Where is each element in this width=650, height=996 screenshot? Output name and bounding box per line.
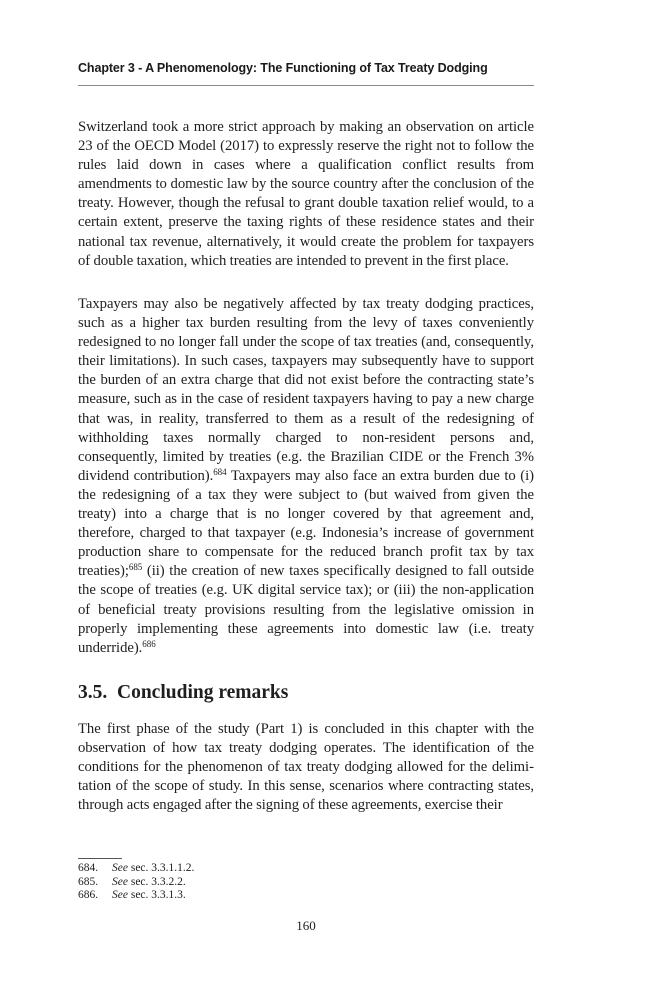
footnote-text (112, 862, 194, 876)
header-rule (78, 85, 534, 86)
page-number: 160 (296, 918, 316, 933)
paragraph-switzerland: Switzerland took a more strict approach by making an observation on article 23 of the OECD Model (2017) to expressly reserve the right not to follow the rules laid down in cases where a qualification conflict results from amendments to domestic law by the source country after the conclusion of the treaty. However, though the refusal to grant double taxation relief would, to a certain extent, preserve the taxing rights of these residence states and their national tax revenue, alternatively, it would create the problem for taxpayers of double taxation, which treaties are intended to prevent in the first place. (78, 119, 534, 269)
footnote-see: See (112, 862, 128, 874)
footnote-ref: sec. 3.3.2.2. (127, 875, 186, 888)
paragraph-concluding: The first phase of the study (Part 1) is concluded in this chapter with the observation of how tax treaty dodging operates. The identification of the conditions for the phenomenon of tax treaty dodging allowed for the delimitation of the scope of study. In this sense, scenarios where contracting states, through acts engaged after the signing of these agreements, exercise their (78, 721, 534, 814)
footnote-see: See (112, 889, 128, 902)
footnote-ref-685[interactable]: 685 (128, 562, 143, 573)
footnote-ref: sec. 3.3.1.1.2. (127, 862, 195, 874)
footnote-ref-686[interactable]: 686 (142, 638, 156, 649)
section-heading: 3.5. Concluding remarks (78, 682, 289, 703)
footnote-686 (78, 889, 534, 903)
footnotes (78, 862, 534, 903)
paragraph-text: (ii) the creation of new taxes specifically designed to fall outside the scope of treaties (e.g. UK digital service tax); or (iii) the non-application of beneficial treaty provisions resulting from the legislative omission in properly implementing these agreements into domestic law (i.e. treaty underride). (78, 563, 534, 656)
footnote-685 (78, 876, 534, 890)
footnote-text (112, 889, 186, 903)
footnote-text (112, 876, 186, 890)
footnote-number: 684. (78, 862, 99, 874)
paragraph-text: Taxpayers may also be negatively affected by tax treaty dodging practices, such as a higher tax burden resulting from the levy of taxes conveniently redesigned to no longer fall under the scope of tax treaties (and, consequently, their limitations). In such cases, taxpayers may subsequently have to support the burden of an extra charge that did not exist before the contracting state’s measure, such as in the case of resident taxpayers having to pay a new charge that was, in reality, transferred to them as a result of the redesigning of withholding taxes normally charged to non-resident persons and, consequently, limited by treaties (e.g. the Brazilian CIDE or the French 3% dividend contribution). (78, 296, 534, 484)
footnote-number: 685. (78, 875, 99, 888)
paragraph-taxpayers (78, 295, 534, 658)
running-head: Chapter 3 - A Phenomenology: The Functioning of Tax Treaty Dodging (78, 61, 488, 75)
footnote-see: See (112, 875, 128, 888)
paragraph-text: Taxpayers may also face an extra burden due to (i) the redesigning of a tax they were subject to (but waived from given the treaty) into a charge that is no longer covered by that agreement and, therefore, charged to that taxpayer (e.g. Indonesia’s increase of government production share to compensate for the reduced branch profit tax by tax treaties); (78, 467, 534, 580)
footnote-rule (78, 858, 122, 859)
footnote-ref-684[interactable]: 684 (213, 466, 227, 477)
footnote-number: 686. (78, 889, 99, 902)
footnote-ref: sec. 3.3.1.3. (127, 889, 186, 902)
footnote-684 (78, 862, 534, 876)
